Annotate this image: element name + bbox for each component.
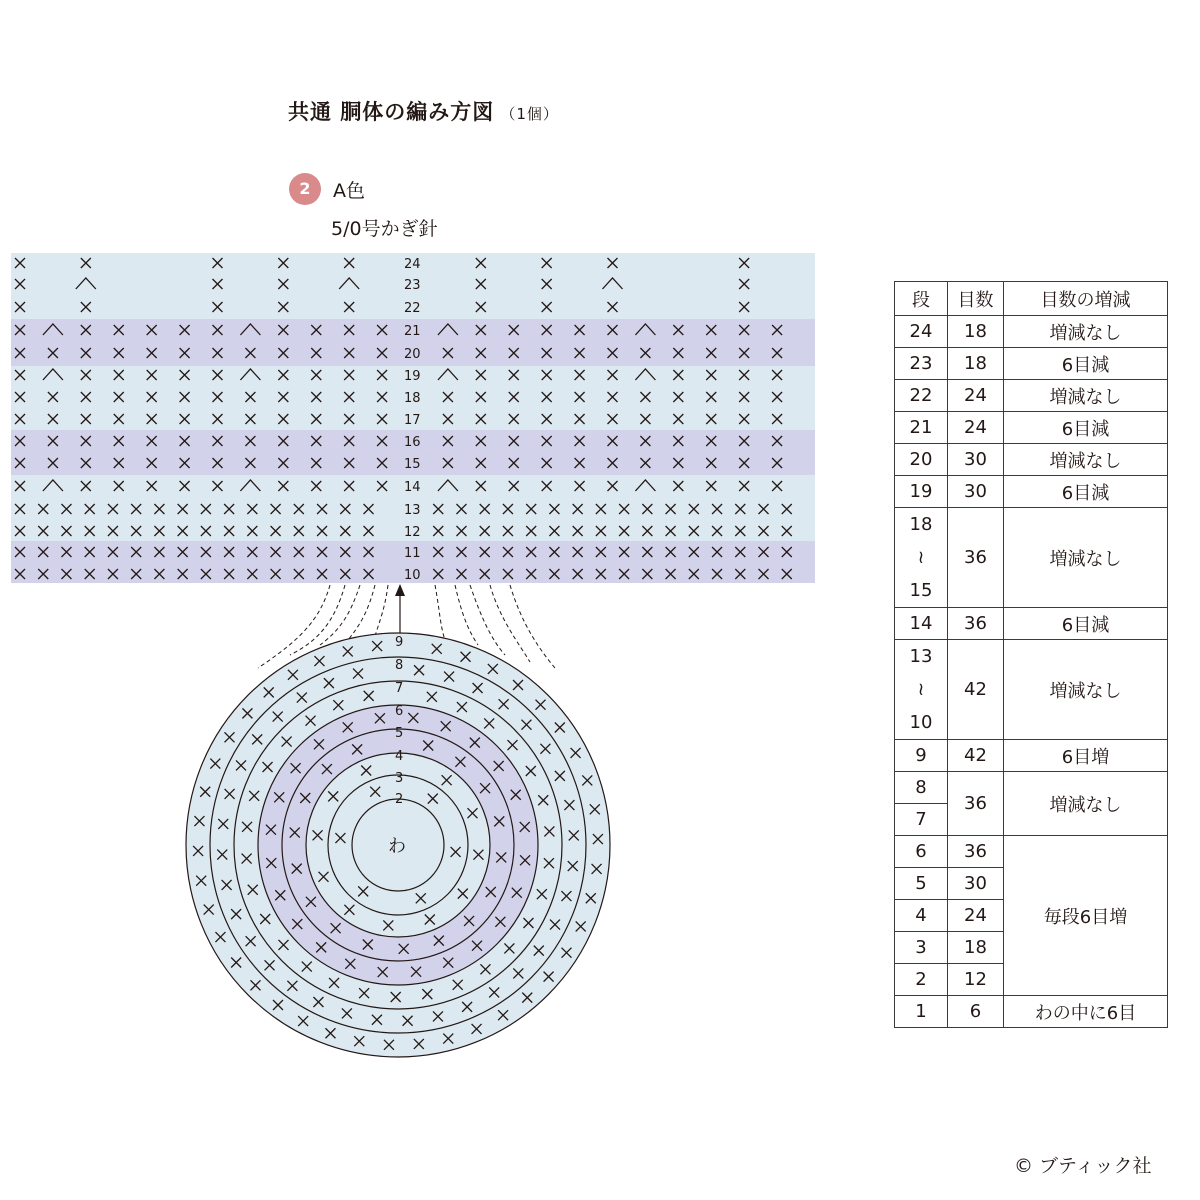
table-row <box>895 348 1168 380</box>
title-text: 共通 胴体の編み方図 <box>288 100 495 124</box>
row-label: 17 <box>404 413 421 428</box>
stitch-count: 36 <box>948 836 1004 868</box>
direction-arrow <box>395 584 405 635</box>
row-number: 24 <box>895 316 948 348</box>
row-number: 23 <box>895 348 948 380</box>
round-label: 5 <box>395 726 404 741</box>
row-number: 3 <box>895 932 948 964</box>
row-label: 10 <box>404 568 421 583</box>
row-label: 12 <box>404 525 421 540</box>
stitch-change: 増減なし <box>1004 380 1168 412</box>
row-number: 7 <box>895 804 948 836</box>
stitch-count: 6 <box>948 996 1004 1028</box>
round-label: 9 <box>395 635 404 650</box>
stitch-count-table <box>894 281 1168 1028</box>
stitch-count: 24 <box>948 900 1004 932</box>
stitch-change: 6目増 <box>1004 740 1168 772</box>
stitch-change: 増減なし <box>1004 508 1168 608</box>
stitch-count: 42 <box>948 740 1004 772</box>
stitch-count: 30 <box>948 476 1004 508</box>
row-range-end: 15 <box>909 580 933 601</box>
table-row <box>895 412 1168 444</box>
row-range <box>895 640 948 740</box>
stitch-change: 増減なし <box>1004 316 1168 348</box>
row-number: 9 <box>895 740 948 772</box>
stitch-change: わの中に6目 <box>1004 996 1168 1028</box>
row-label: 14 <box>404 480 421 495</box>
stitch-count: 18 <box>948 316 1004 348</box>
stitch-count: 24 <box>948 412 1004 444</box>
stitch-count: 36 <box>948 508 1004 608</box>
row-label: 11 <box>404 546 421 561</box>
row-label: 16 <box>404 435 421 450</box>
table-row <box>895 740 1168 772</box>
table-row <box>895 996 1168 1028</box>
row-range-start: 13 <box>909 646 933 667</box>
stitch-change: 6目減 <box>1004 608 1168 640</box>
header-stitches: 目数 <box>948 282 1004 316</box>
table-row <box>895 608 1168 640</box>
row-label: 18 <box>404 391 421 406</box>
stitch-count: 36 <box>948 772 1004 836</box>
round-label: 2 <box>395 792 404 807</box>
row-range-end: 10 <box>909 712 933 733</box>
table-row <box>895 772 1168 804</box>
stitch-count: 12 <box>948 964 1004 996</box>
row-range-tilde: ≀ <box>917 679 925 700</box>
stitch-count: 36 <box>948 608 1004 640</box>
copyright-label: © ブティック社 <box>1014 1155 1152 1177</box>
row-number: 22 <box>895 380 948 412</box>
stitch-count: 30 <box>948 444 1004 476</box>
row-number: 4 <box>895 900 948 932</box>
row-number: 20 <box>895 444 948 476</box>
row-label: 24 <box>404 257 421 272</box>
round-label: 4 <box>395 749 404 764</box>
row-label: 13 <box>404 503 421 518</box>
round-label: 8 <box>395 658 404 673</box>
row-range-tilde: ≀ <box>917 547 925 568</box>
row-label: 20 <box>404 347 421 362</box>
row-number: 14 <box>895 608 948 640</box>
yarn-color-label: A色 <box>333 180 365 202</box>
step-badge: 2 <box>289 173 321 205</box>
row-number: 6 <box>895 836 948 868</box>
stitch-count: 18 <box>948 348 1004 380</box>
table-row <box>895 380 1168 412</box>
stitch-change: 毎段6目増 <box>1004 836 1168 996</box>
row-number: 19 <box>895 476 948 508</box>
stitch-change: 6目減 <box>1004 476 1168 508</box>
row-range-start: 18 <box>909 514 933 535</box>
row-number: 5 <box>895 868 948 900</box>
table-row <box>895 508 1168 608</box>
header-change: 目数の増減 <box>1004 282 1168 316</box>
round-label: 7 <box>395 681 404 696</box>
stitch-change: 増減なし <box>1004 444 1168 476</box>
row-number: 8 <box>895 772 948 804</box>
center-ring-label: わ <box>388 836 406 857</box>
row-labels <box>404 257 421 583</box>
title-note: （1個） <box>500 105 559 123</box>
row-label: 23 <box>404 278 421 293</box>
stitch-count: 24 <box>948 380 1004 412</box>
row-label: 22 <box>404 301 421 316</box>
stitch-change: 増減なし <box>1004 640 1168 740</box>
table-row <box>895 476 1168 508</box>
row-label: 21 <box>404 324 421 339</box>
round-label: 6 <box>395 704 404 719</box>
hook-size-label: 5/0号かぎ針 <box>331 218 438 240</box>
row-range <box>895 508 948 608</box>
row-label: 15 <box>404 457 421 472</box>
stitch-change: 6目減 <box>1004 412 1168 444</box>
table-row <box>895 640 1168 740</box>
stitch-count: 42 <box>948 640 1004 740</box>
header-row: 段 <box>895 282 948 316</box>
round-label: 3 <box>395 771 404 786</box>
table-row <box>895 316 1168 348</box>
stitch-change: 増減なし <box>1004 772 1168 836</box>
stitch-count: 18 <box>948 932 1004 964</box>
row-number: 1 <box>895 996 948 1028</box>
table-header-row <box>895 282 1168 316</box>
row-number: 21 <box>895 412 948 444</box>
stitch-count: 30 <box>948 868 1004 900</box>
table-row <box>895 836 1168 868</box>
row-number: 2 <box>895 964 948 996</box>
stitch-change: 6目減 <box>1004 348 1168 380</box>
row-label: 19 <box>404 369 421 384</box>
table-row <box>895 444 1168 476</box>
